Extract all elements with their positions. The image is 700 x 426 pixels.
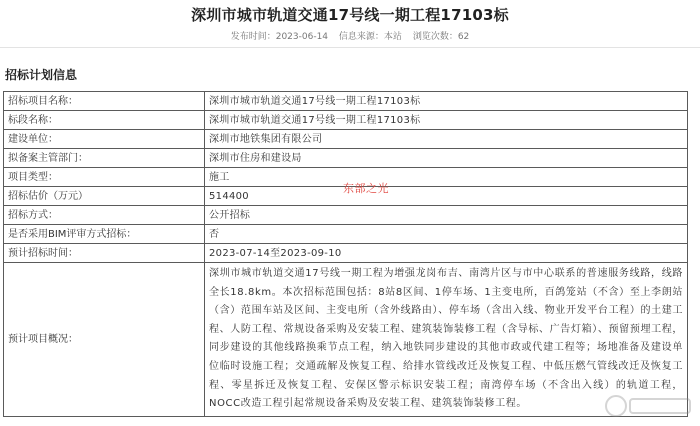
row-label: 预计项目概况：	[4, 263, 205, 417]
table-row	[4, 244, 688, 263]
table-row	[4, 149, 688, 168]
row-label: 标段名称：	[4, 111, 205, 130]
divider	[0, 47, 700, 48]
row-value: 否	[205, 225, 688, 244]
row-label: 招标项目名称：	[4, 92, 205, 111]
row-value: 深圳市城市轨道交通17号线一期工程17103标	[205, 111, 688, 130]
row-label: 项目类型：	[4, 168, 205, 187]
row-value: 2023-07-14至2023-09-10	[205, 244, 688, 263]
article-meta	[0, 29, 700, 42]
row-label: 预计招标时间：	[4, 244, 205, 263]
view-count: 浏览次数：62	[412, 32, 470, 42]
row-label: 是否采用BIM评审方式招标：	[4, 225, 205, 244]
publish-time: 发布时间：2023-06-14	[230, 32, 329, 42]
table-row	[4, 263, 688, 417]
table-row	[4, 130, 688, 149]
page-title: 深圳市城市轨道交通17号线一期工程17103标	[191, 6, 509, 24]
info-source: 信息来源：本站	[338, 32, 402, 42]
row-value: 深圳市住房和建设局	[205, 149, 688, 168]
table-row	[4, 225, 688, 244]
row-value: 施工	[205, 168, 688, 187]
row-label: 拟备案主管部门：	[4, 149, 205, 168]
row-value: 514400	[205, 187, 688, 206]
row-value: 公开招标	[205, 206, 688, 225]
table-row	[4, 92, 688, 111]
row-value: 深圳市地铁集团有限公司	[205, 130, 688, 149]
logo-watermark-icon	[604, 390, 694, 422]
row-label: 招标估价（万元）	[4, 187, 205, 206]
row-label: 建设单位：	[4, 130, 205, 149]
watermark-text: 东部之光	[343, 182, 389, 195]
section-title: 招标计划信息	[5, 68, 78, 82]
project-overview-text: 深圳市城市轨道交通17号线一期工程为增强龙岗布吉、南湾片区与市中心联系的普速服务线路，线路全长18.8km。本次招标范围包括：8站8区间、1停车场、1主变电所，百鸽笼站（不含）至上李朗站（含）范围车站及区间、主变电所（含外线路由）、停车场（含出入线、物业开发平台工程）的土建工程、人防工程、常规设备采购及安装工程、建筑装饰装修工程（含导标、广告灯箱）、预留预埋工程，同步建设的其他线路换乘节点工程，纳入地铁同步建设的其他市政或代建工程等；场地准备及建设单位临时设施工程；交通疏解及恢复工程、给排水管线改迁及恢复工程、中低压燃气管线改迁及恢复工程、零星拆迁及恢复工程、安保区警示标识安装工程；南湾停车场（不含出入线）的轨道工程，NOCC改造工程引起常规设备采购及安装工程、建筑装饰装修工程。	[205, 263, 688, 417]
row-value: 深圳市城市轨道交通17号线一期工程17103标	[205, 92, 688, 111]
row-label: 招标方式：	[4, 206, 205, 225]
table-row	[4, 111, 688, 130]
bid-plan-table	[3, 91, 688, 417]
table-row	[4, 206, 688, 225]
